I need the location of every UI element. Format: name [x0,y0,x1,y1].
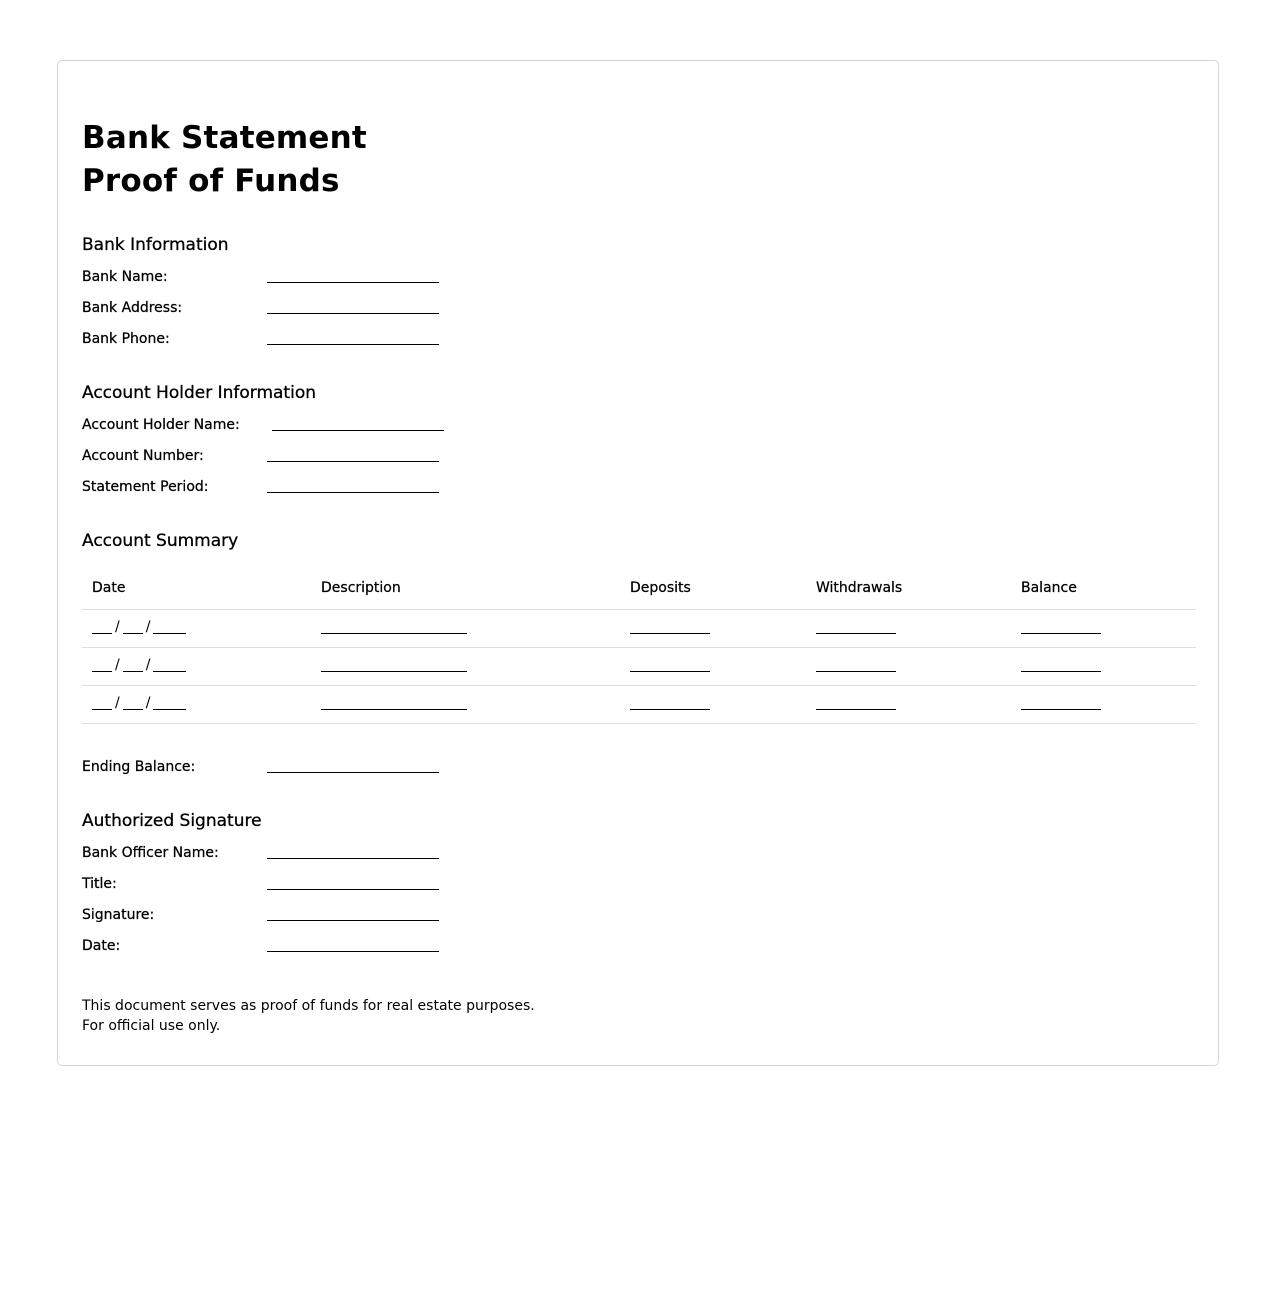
account-number-blank[interactable] [267,461,439,462]
field-label: Bank Address: [82,300,183,316]
description-cell[interactable] [311,648,620,686]
bank-address-blank[interactable] [267,313,439,314]
date-blank[interactable]: / / [92,696,186,710]
document-title [82,117,367,203]
field-account-number [82,446,502,466]
deposits-cell[interactable] [620,686,806,724]
field-label: Bank Officer Name: [82,845,219,861]
field-label: Ending Balance: [82,759,196,775]
description-blank[interactable] [321,661,467,672]
deposits-blank[interactable] [630,661,710,672]
table-row [82,686,1196,724]
withdrawals-cell[interactable] [806,648,1011,686]
table-header-row [82,567,1196,610]
section-authorized-signature: Authorized Signature [82,811,262,831]
withdrawals-cell[interactable] [806,686,1011,724]
field-ending-balance [82,757,502,777]
title-line-1: Bank Statement [82,120,367,156]
date-blank[interactable]: / / [92,620,186,634]
withdrawals-blank[interactable] [816,699,896,710]
field-statement-period [82,477,502,497]
column-header-date: Date [82,567,311,610]
field-label: Account Holder Name: [82,417,240,433]
date-blank[interactable] [267,951,439,952]
footer-line-1: This document serves as proof of funds for real estate purposes. [82,998,535,1014]
table-row [82,610,1196,648]
balance-blank[interactable] [1021,623,1101,634]
deposits-blank[interactable] [630,623,710,634]
section-bank-information: Bank Information [82,235,229,255]
balance-blank[interactable] [1021,661,1101,672]
date-cell[interactable] [82,686,311,724]
field-label: Bank Name: [82,269,168,285]
account-summary-table [82,567,1196,724]
field-title [82,874,502,894]
description-cell[interactable] [311,686,620,724]
field-label: Statement Period: [82,479,209,495]
description-blank[interactable] [321,699,467,710]
deposits-cell[interactable] [620,648,806,686]
withdrawals-blank[interactable] [816,623,896,634]
field-bank-officer-name [82,843,502,863]
column-header-deposits: Deposits [620,567,806,610]
section-account-summary: Account Summary [82,531,239,551]
field-account-holder-name [82,415,502,435]
column-header-description: Description [311,567,620,610]
deposits-blank[interactable] [630,699,710,710]
title-blank[interactable] [267,889,439,890]
withdrawals-cell[interactable] [806,610,1011,648]
bank-officer-name-blank[interactable] [267,858,439,859]
ending-balance-blank[interactable] [267,772,439,773]
field-bank-phone [82,329,502,349]
document-card [57,60,1219,1066]
document-footer [82,996,535,1036]
description-blank[interactable] [321,623,467,634]
column-header-withdrawals: Withdrawals [806,567,1011,610]
account-holder-name-blank[interactable] [272,430,444,431]
field-label: Account Number: [82,448,204,464]
field-signature [82,905,502,925]
bank-name-blank[interactable] [267,282,439,283]
field-bank-name [82,267,502,287]
balance-blank[interactable] [1021,699,1101,710]
deposits-cell[interactable] [620,610,806,648]
footer-line-2: For official use only. [82,1018,221,1034]
balance-cell[interactable] [1011,610,1196,648]
field-label: Title: [82,876,117,892]
field-label: Signature: [82,907,155,923]
withdrawals-blank[interactable] [816,661,896,672]
description-cell[interactable] [311,610,620,648]
balance-cell[interactable] [1011,686,1196,724]
field-bank-address [82,298,502,318]
date-cell[interactable] [82,610,311,648]
field-date [82,936,502,956]
statement-period-blank[interactable] [267,492,439,493]
title-line-2: Proof of Funds [82,163,340,199]
signature-blank[interactable] [267,920,439,921]
field-label: Bank Phone: [82,331,170,347]
section-account-holder: Account Holder Information [82,383,316,403]
field-label: Date: [82,938,121,954]
date-cell[interactable] [82,648,311,686]
date-blank[interactable]: / / [92,658,186,672]
table-row [82,648,1196,686]
balance-cell[interactable] [1011,648,1196,686]
bank-phone-blank[interactable] [267,344,439,345]
column-header-balance: Balance [1011,567,1196,610]
